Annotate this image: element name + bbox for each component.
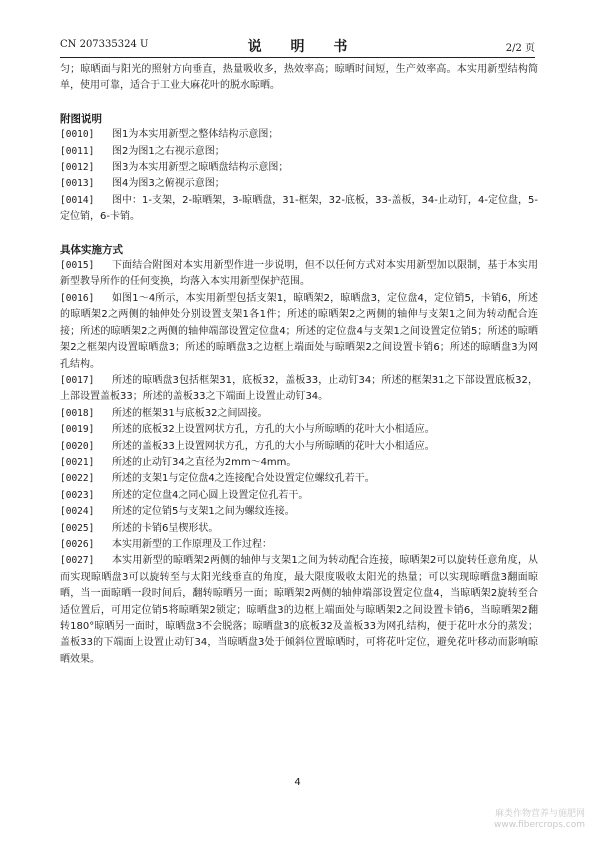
paragraph-text: 本实用新型的晾晒架2两侧的轴伸与支架1之间为转动配合连接，晾晒架2可以旋转任意角度，从而实现晾晒盘3可以旋转至与太阳光线垂直的角度，最大限度吸收太阳光的热量；可以实现晾晒盘3翻面晾晒，当一面晾晒一段时间后，翻转晾晒另一面；晾晒架2两侧的轴伸端部设置定位盘4，当晾晒架2旋转至合适位置后，可用定位销5将晾晒架2锁定；晾晒盘3的边框上端面处与晾晒架2之间设置卡销6，当晾晒架2翻转180°晾晒另一面时，晾晒盘3不会脱落；晾晒盘3的底板32及盖板33为网孔结构，便于花叶水分的蒸发；盖板33的下端面上设置止动钉34，当晾晒盘3处于倾斜位置晾晒时，可将花叶定位，避免花叶移动而影响晾晒效果。 [60, 555, 538, 665]
paragraph-text: 图1为本实用新型之整体结构示意图； [112, 129, 279, 141]
paragraph-text: 所述的框架31与底板32之间固接。 [112, 407, 268, 419]
paragraph [60, 488, 538, 504]
paragraph [60, 127, 538, 143]
document-title: 说 明 书 [247, 39, 360, 55]
paragraph-number: [0026] [60, 538, 95, 550]
paragraph-text: 所述的定位销5与支架1之间为螺纹连接。 [112, 506, 295, 518]
paragraph [60, 439, 538, 455]
paragraph [60, 422, 538, 438]
paragraph [60, 193, 538, 226]
page-number: 4 [294, 777, 301, 788]
paragraph-number: [0017] [60, 374, 95, 386]
paragraph [60, 471, 538, 487]
paragraph-text: 图4为图3之俯视示意图； [112, 178, 225, 190]
document-body [60, 62, 538, 668]
paragraph [60, 553, 538, 668]
section-heading-embodiment: 具体实施方式 [60, 243, 123, 256]
paragraph-text: 图中：1-支架，2-晾晒架，3-晾晒盘，31-框架，32-底板，33-盖板，34-止动钉，4-定位盘，5-定位销，6-卡销。 [60, 194, 538, 223]
paragraph-number: [0010] [60, 129, 95, 141]
paragraph-number: [0023] [60, 489, 95, 501]
paragraph-number: [0019] [60, 424, 95, 436]
figures-section [60, 127, 538, 225]
paragraph-number: [0012] [60, 162, 95, 174]
watermark [494, 809, 585, 831]
paragraph-text: 所述的止动钉34之直径为2mm～4mm。 [112, 456, 297, 468]
paragraph-text: 本实用新型的工作原理及工作过程： [112, 538, 272, 550]
paragraph-text: 如图1～4所示，本实用新型包括支架1，晾晒架2，晾晒盘3，定位盘4，定位销5，卡销6，所述的晾晒架2之两侧的轴伸处分别设置支架1各1件；所述的晾晒架2之两侧的轴伸与支架1之间为转动配合连接；所述的晾晒架2之两侧的轴伸端部设置定位盘4；所述的定位盘4与支架1之间设置定位销5；所述的晾晒架2之框架内设置晾晒盘3；所述的晾晒盘3之边框上端面处与晾晒架2之间设置卡销6；所述的晾晒盘3为网孔结构。 [60, 292, 538, 370]
watermark-line-1: 麻类作物营养与施肥网 [494, 809, 585, 819]
paragraph [60, 406, 538, 422]
paragraph [60, 144, 538, 160]
paragraph-text: 所述的支架1与定位盘4之连接配合处设置定位螺纹孔若干。 [112, 473, 375, 485]
paragraph-text: 所述的盖板33上设置网状方孔，方孔的大小与所晾晒的花叶大小相适应。 [112, 440, 435, 452]
paragraph-number: [0022] [60, 473, 95, 485]
paragraph [60, 521, 538, 537]
paragraph-number: [0020] [60, 440, 95, 452]
paragraph-text: 图3为本实用新型之晾晒盘结构示意图； [112, 162, 289, 174]
paragraph-number: [0015] [60, 260, 95, 272]
paragraph-number: [0025] [60, 522, 95, 534]
paragraph [60, 291, 538, 373]
paragraph-number: [0018] [60, 407, 95, 419]
embodiment-section [60, 258, 538, 668]
page-header [0, 36, 595, 58]
paragraph [60, 160, 538, 176]
watermark-line-2: www.fibercrops.com [494, 820, 585, 830]
paragraph [60, 504, 538, 520]
section-heading-figures: 附图说明 [60, 112, 102, 125]
paragraph-text: 所述的卡销6呈楔形状。 [112, 522, 219, 534]
paragraph-number: [0027] [60, 555, 95, 567]
page-indicator: 2/2 页 [505, 43, 535, 54]
paragraph [60, 537, 538, 553]
paragraph-text: 所述的底板32上设置网状方孔，方孔的大小与所晾晒的花叶大小相适应。 [112, 424, 435, 436]
paragraph-text: 图2为图1之右视示意图； [112, 145, 225, 157]
paragraph-text: 下面结合附图对本实用新型作进一步说明，但不以任何方式对本实用新型加以限制，基于本实用新型教导所作的任何变换，均落入本实用新型保护范围。 [60, 260, 538, 288]
paragraph [60, 373, 538, 406]
paragraph-number: [0013] [60, 178, 95, 190]
paragraph-text: 所述的定位盘4之同心圆上设置定位孔若干。 [112, 489, 309, 501]
paragraph-number: [0021] [60, 456, 95, 468]
paragraph-number: [0014] [60, 194, 95, 206]
paragraph-number: [0016] [60, 292, 95, 304]
paragraph [60, 176, 538, 192]
paragraph [60, 258, 538, 291]
patent-number: CN 207335324 U [60, 39, 149, 50]
paragraph-number: [0011] [60, 145, 95, 157]
header-divider [60, 57, 535, 58]
intro-paragraph: 匀；晾晒面与阳光的照射方向垂直，热量吸收多，热效率高；晾晒时间短，生产效率高。本实用新型结构简单，使用可靠，适合于工业大麻花叶的脱水晾晒。 [60, 64, 538, 92]
paragraph-number: [0024] [60, 506, 95, 518]
paragraph [60, 455, 538, 471]
paragraph-text: 所述的晾晒盘3包括框架31，底板32，盖板33，止动钉34；所述的框架31之下部设置底板32，上部设置盖板33；所述的盖板33之下端面上设置止动钉34。 [60, 374, 538, 403]
